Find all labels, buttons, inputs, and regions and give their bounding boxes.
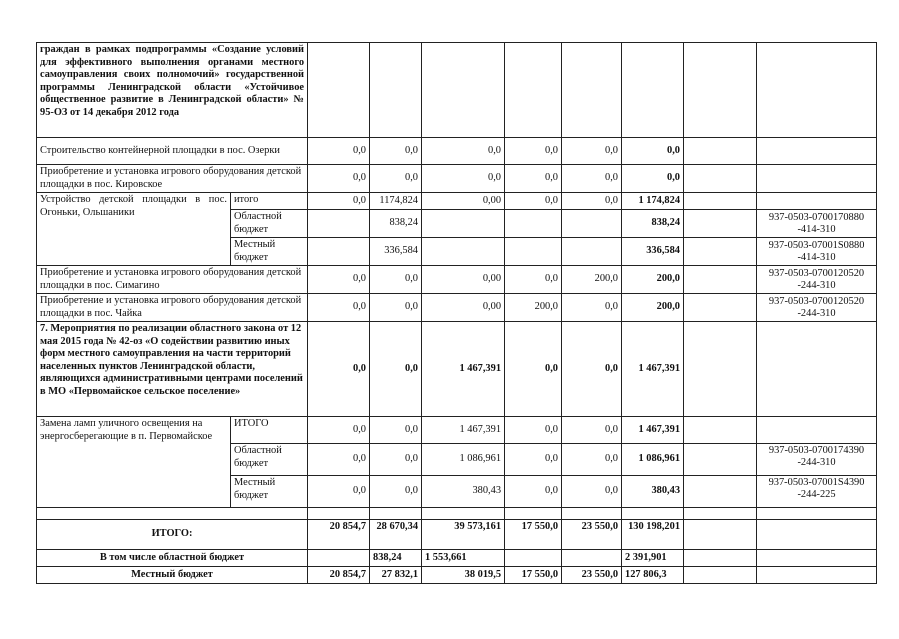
budget-code: 937-0503-07001S0880 -414-310 xyxy=(757,238,877,266)
cell-value: 28 670,34 xyxy=(370,520,422,550)
cell-total: 1 086,961 xyxy=(622,444,684,476)
cell-value: 200,0 xyxy=(505,294,562,322)
spacer-row xyxy=(37,508,877,520)
cell-total: 200,0 xyxy=(622,266,684,294)
budget-code: 937-0503-0700120520 -244-310 xyxy=(757,294,877,322)
cell-value: 0,0 xyxy=(308,266,370,294)
cell-total: 1 467,391 xyxy=(622,417,684,444)
table-row-chayka xyxy=(37,294,877,322)
section-title: 7. Мероприятия по реализации областного закона от 12 мая 2015 года № 42-оз «О содействии развитию иных форм местного самоуправления на части территорий населенных пунктов Ленинградской области, являющихся административными центрами поселений в МО «Первомайское сельское поселение» xyxy=(37,322,308,417)
cell-value: 0,0 xyxy=(562,165,622,193)
oblast-budget-label: В том числе областной бюджет xyxy=(37,550,308,567)
cell-value: 0,00 xyxy=(422,266,505,294)
cell-value: 0,0 xyxy=(505,444,562,476)
row-name: Приобретение и установка игрового оборудования детской площадки в пос. Чайка xyxy=(37,294,308,322)
cell-value: 0,0 xyxy=(562,444,622,476)
cell-value: 336,584 xyxy=(370,238,422,266)
budget-code: 937-0503-0700120520 -244-310 xyxy=(757,266,877,294)
table-row-local-budget xyxy=(37,567,877,584)
cell-value: 1 467,391 xyxy=(422,322,505,417)
cell-value: 0,0 xyxy=(370,294,422,322)
local-budget-label: Местный бюджет xyxy=(37,567,308,584)
cell-value: 0,0 xyxy=(308,165,370,193)
cell-value: 0,0 xyxy=(308,476,370,508)
cell-value: 838,24 xyxy=(370,210,422,238)
cell-value: 0,0 xyxy=(308,444,370,476)
cell-value: 0,0 xyxy=(308,294,370,322)
cell-value: 23 550,0 xyxy=(562,567,622,584)
table-row-lamps-total xyxy=(37,417,877,444)
table-row-ozerki xyxy=(37,138,877,165)
sub-label: Местный бюджет xyxy=(231,476,308,508)
cell-value: 0,0 xyxy=(308,417,370,444)
grand-total-label: ИТОГО: xyxy=(37,520,308,550)
cell-value: 0,0 xyxy=(505,476,562,508)
sub-label: Областной бюджет xyxy=(231,444,308,476)
table-row-kirovskoe xyxy=(37,165,877,193)
cell-value: 0,0 xyxy=(370,138,422,165)
cell-value: 0,0 xyxy=(505,417,562,444)
cell-value: 0,0 xyxy=(562,193,622,210)
cell-value: 0,0 xyxy=(370,444,422,476)
intro-text: граждан в рамках подпрограммы «Создание условий для эффективного выполнения органами местного самоуправления своих полномочий» государственной программы Ленинградской области «Устойчивое общественное развитие в Ленинградской области» № 95-ОЗ от 14 декабря 2012 года xyxy=(37,43,308,138)
cell-value: 0,0 xyxy=(562,138,622,165)
cell-value: 0,0 xyxy=(308,193,370,210)
cell-value: 0,0 xyxy=(308,138,370,165)
cell-total: 200,0 xyxy=(622,294,684,322)
budget-table-page xyxy=(36,42,876,584)
cell-total: 838,24 xyxy=(622,210,684,238)
cell-value: 1174,824 xyxy=(370,193,422,210)
budget-code: 937-0503-07001S4390 -244-225 xyxy=(757,476,877,508)
cell-value: 0,0 xyxy=(308,322,370,417)
cell-value: 23 550,0 xyxy=(562,520,622,550)
cell-value: 0,00 xyxy=(422,193,505,210)
cell-value: 38 019,5 xyxy=(422,567,505,584)
row-name: Приобретение и установка игрового оборудования детской площадки в пос. Симагино xyxy=(37,266,308,294)
cell-total: 2 391,901 xyxy=(622,550,684,567)
table-row-simagino xyxy=(37,266,877,294)
table-row-section-7 xyxy=(37,322,877,417)
budget-code: 937-0503-0700174390 -244-310 xyxy=(757,444,877,476)
cell-value: 20 854,7 xyxy=(308,520,370,550)
cell-value: 0,0 xyxy=(370,322,422,417)
cell-value: 0,0 xyxy=(422,138,505,165)
cell-value: 380,43 xyxy=(422,476,505,508)
cell-value: 1 553,661 xyxy=(422,550,505,567)
cell-value: 0,0 xyxy=(562,322,622,417)
cell-value: 0,0 xyxy=(562,476,622,508)
cell-total: 336,584 xyxy=(622,238,684,266)
cell-value: 39 573,161 xyxy=(422,520,505,550)
cell-value: 0,0 xyxy=(562,294,622,322)
cell-value: 20 854,7 xyxy=(308,567,370,584)
cell-value: 0,0 xyxy=(505,266,562,294)
row-name: Строительство контейнерной площадки в пос. Озерки xyxy=(37,138,308,165)
cell-value: 17 550,0 xyxy=(505,567,562,584)
cell-value: 0,0 xyxy=(505,193,562,210)
cell-total: 130 198,201 xyxy=(622,520,684,550)
row-name: Устройство детской площадки в пос. Огоньки, Ольшаники xyxy=(37,193,231,266)
sub-label: итого xyxy=(231,193,308,210)
sub-label: ИТОГО xyxy=(231,417,308,444)
cell-value: 200,0 xyxy=(562,266,622,294)
cell-value: 1 086,961 xyxy=(422,444,505,476)
cell-total: 0,0 xyxy=(622,165,684,193)
cell-value: 0,0 xyxy=(422,165,505,193)
row-name: Приобретение и установка игрового оборудования детской площадки в пос. Кировское xyxy=(37,165,308,193)
budget-code: 937-0503-0700170880 -414-310 xyxy=(757,210,877,238)
cell-total: 380,43 xyxy=(622,476,684,508)
cell-value: 0,0 xyxy=(505,138,562,165)
cell-value: 0,0 xyxy=(370,266,422,294)
cell-value: 0,00 xyxy=(422,294,505,322)
table-row-ogonki-total xyxy=(37,193,877,210)
cell-value: 0,0 xyxy=(370,476,422,508)
cell-value: 838,24 xyxy=(370,550,422,567)
cell-total: 1 467,391 xyxy=(622,322,684,417)
cell-value: 27 832,1 xyxy=(370,567,422,584)
cell-value: 17 550,0 xyxy=(505,520,562,550)
cell-value: 0,0 xyxy=(505,165,562,193)
cell-total: 127 806,3 xyxy=(622,567,684,584)
table-row-oblast-budget xyxy=(37,550,877,567)
row-name: Замена ламп уличного освещения на энергосберегающие в п. Первомайское xyxy=(37,417,231,508)
cell-value: 0,0 xyxy=(505,322,562,417)
cell-value: 0,0 xyxy=(562,417,622,444)
sub-label: Местный бюджет xyxy=(231,238,308,266)
cell-total: 0,0 xyxy=(622,138,684,165)
intro-row xyxy=(37,43,877,138)
cell-value: 0,0 xyxy=(370,417,422,444)
table-row-grand-total xyxy=(37,520,877,550)
budget-table xyxy=(36,42,877,584)
sub-label: Областной бюджет xyxy=(231,210,308,238)
cell-value: 1 467,391 xyxy=(422,417,505,444)
cell-value: 0,0 xyxy=(370,165,422,193)
cell-total: 1 174,824 xyxy=(622,193,684,210)
